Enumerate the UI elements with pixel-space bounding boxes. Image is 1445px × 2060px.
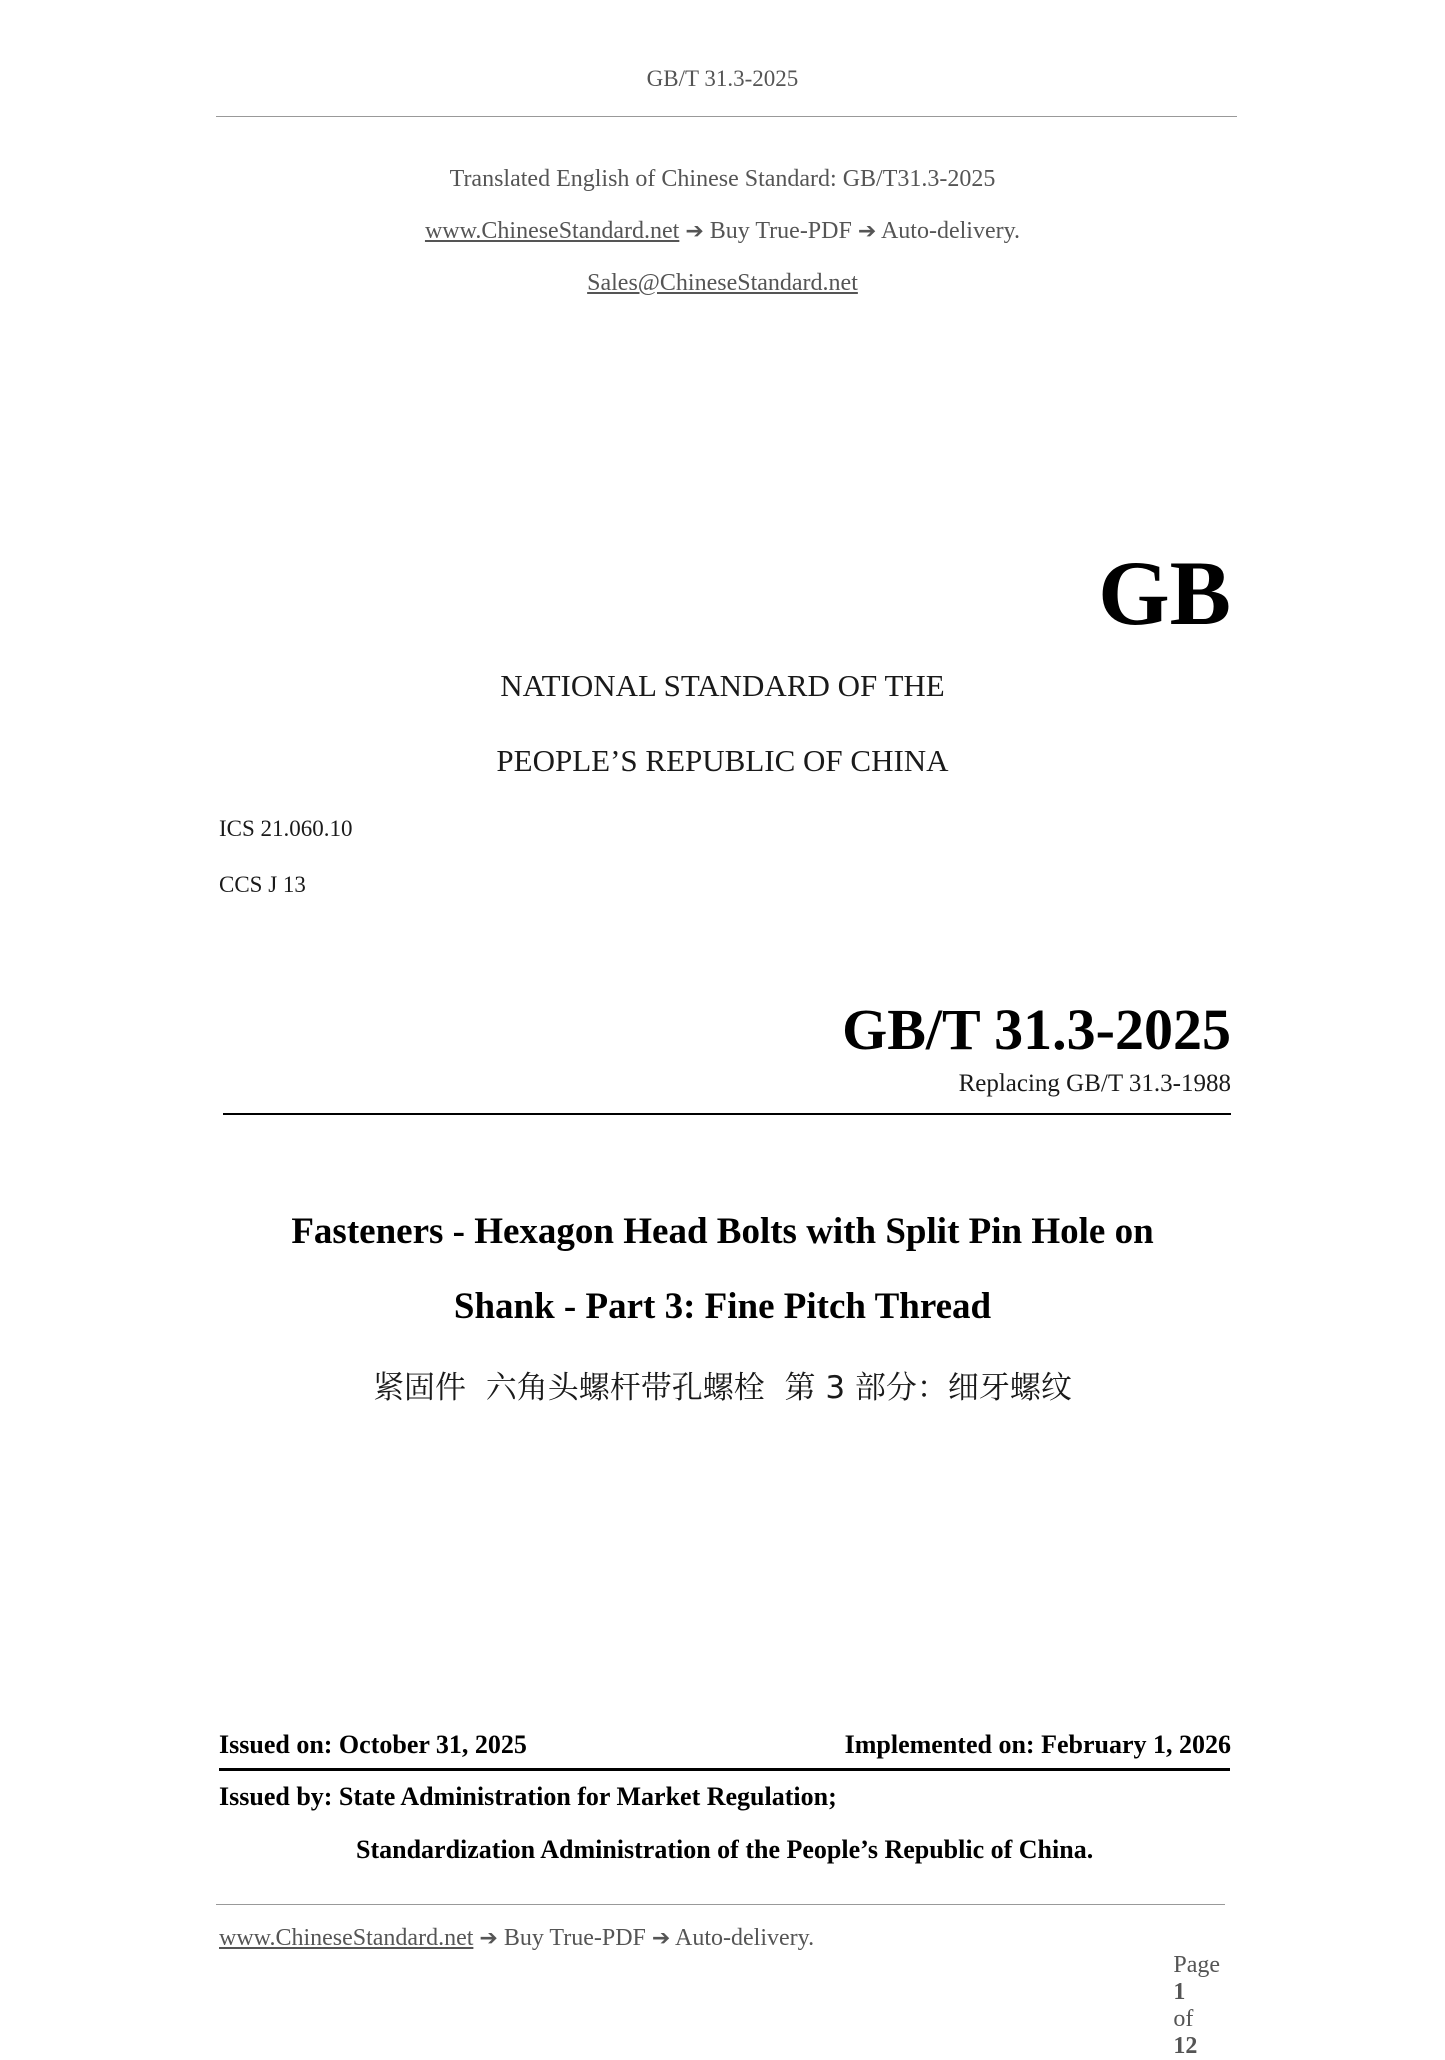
delivery-text: Auto-delivery. [880,218,1021,244]
footer-delivery-text: Auto-delivery. [675,1925,815,1951]
replacing-note: Replacing GB/T 31.3-1988 [958,1070,1231,1097]
national-standard-line2: PEOPLE’S REPUBLIC OF CHINA [496,743,949,778]
site-link[interactable]: www.ChineseStandard.net [424,218,680,244]
issuer-line1: Issued by: State Administration for Market Regulation; [219,1782,837,1811]
ccs-code: CCS J 13 [219,872,306,897]
gb-logo: GB [1098,542,1231,644]
purchase-line [0,218,1445,245]
footer-purchase-line [219,1925,814,1952]
page-of: of [1173,2006,1194,2032]
issuer-line2: Standardization Administration of the People’s Republic of China. [356,1835,1094,1864]
right-arrow-icon: ➔ [857,219,877,244]
dates-divider [219,1768,1230,1771]
implemented-date: Implemented on: February 1, 2026 [844,1730,1231,1759]
footer-divider [216,1904,1225,1905]
national-standard-line1: NATIONAL STANDARD OF THE [500,668,945,703]
header-divider [216,116,1237,117]
right-arrow-icon: ➔ [651,1926,671,1951]
right-arrow-icon: ➔ [685,219,704,244]
running-header: GB/T 31.3-2025 [646,66,799,91]
footer-site-link[interactable]: www.ChineseStandard.net [219,1925,474,1951]
page-label: Page [1173,1952,1220,1978]
chinese-title: 紧固件 六角头螺杆带孔螺栓 第 3 部分：细牙螺纹 [373,1370,1072,1406]
right-arrow-icon: ➔ [479,1926,498,1951]
page-indicator [1161,1925,1220,2060]
number-divider [223,1113,1231,1115]
issued-date: Issued on: October 31, 2025 [219,1730,527,1759]
sales-email-link[interactable]: Sales@ChineseStandard.net [587,270,858,296]
standard-number: GB/T 31.3-2025 [842,997,1231,1062]
translation-notice: Translated English of Chinese Standard: GB/T31.3-2025 [449,166,996,192]
ics-code: ICS 21.060.10 [219,816,353,841]
footer-buy-text: Buy True-PDF [503,1925,646,1951]
title-line1: Fasteners - Hexagon Head Bolts with Split Pin Hole on [291,1211,1154,1252]
page-current: 1 [1173,1979,1186,2005]
buy-text: Buy True-PDF [709,218,852,244]
page-total: 12 [1173,2033,1198,2059]
email-line [0,270,1445,297]
title-line2: Shank - Part 3: Fine Pitch Thread [453,1286,992,1327]
